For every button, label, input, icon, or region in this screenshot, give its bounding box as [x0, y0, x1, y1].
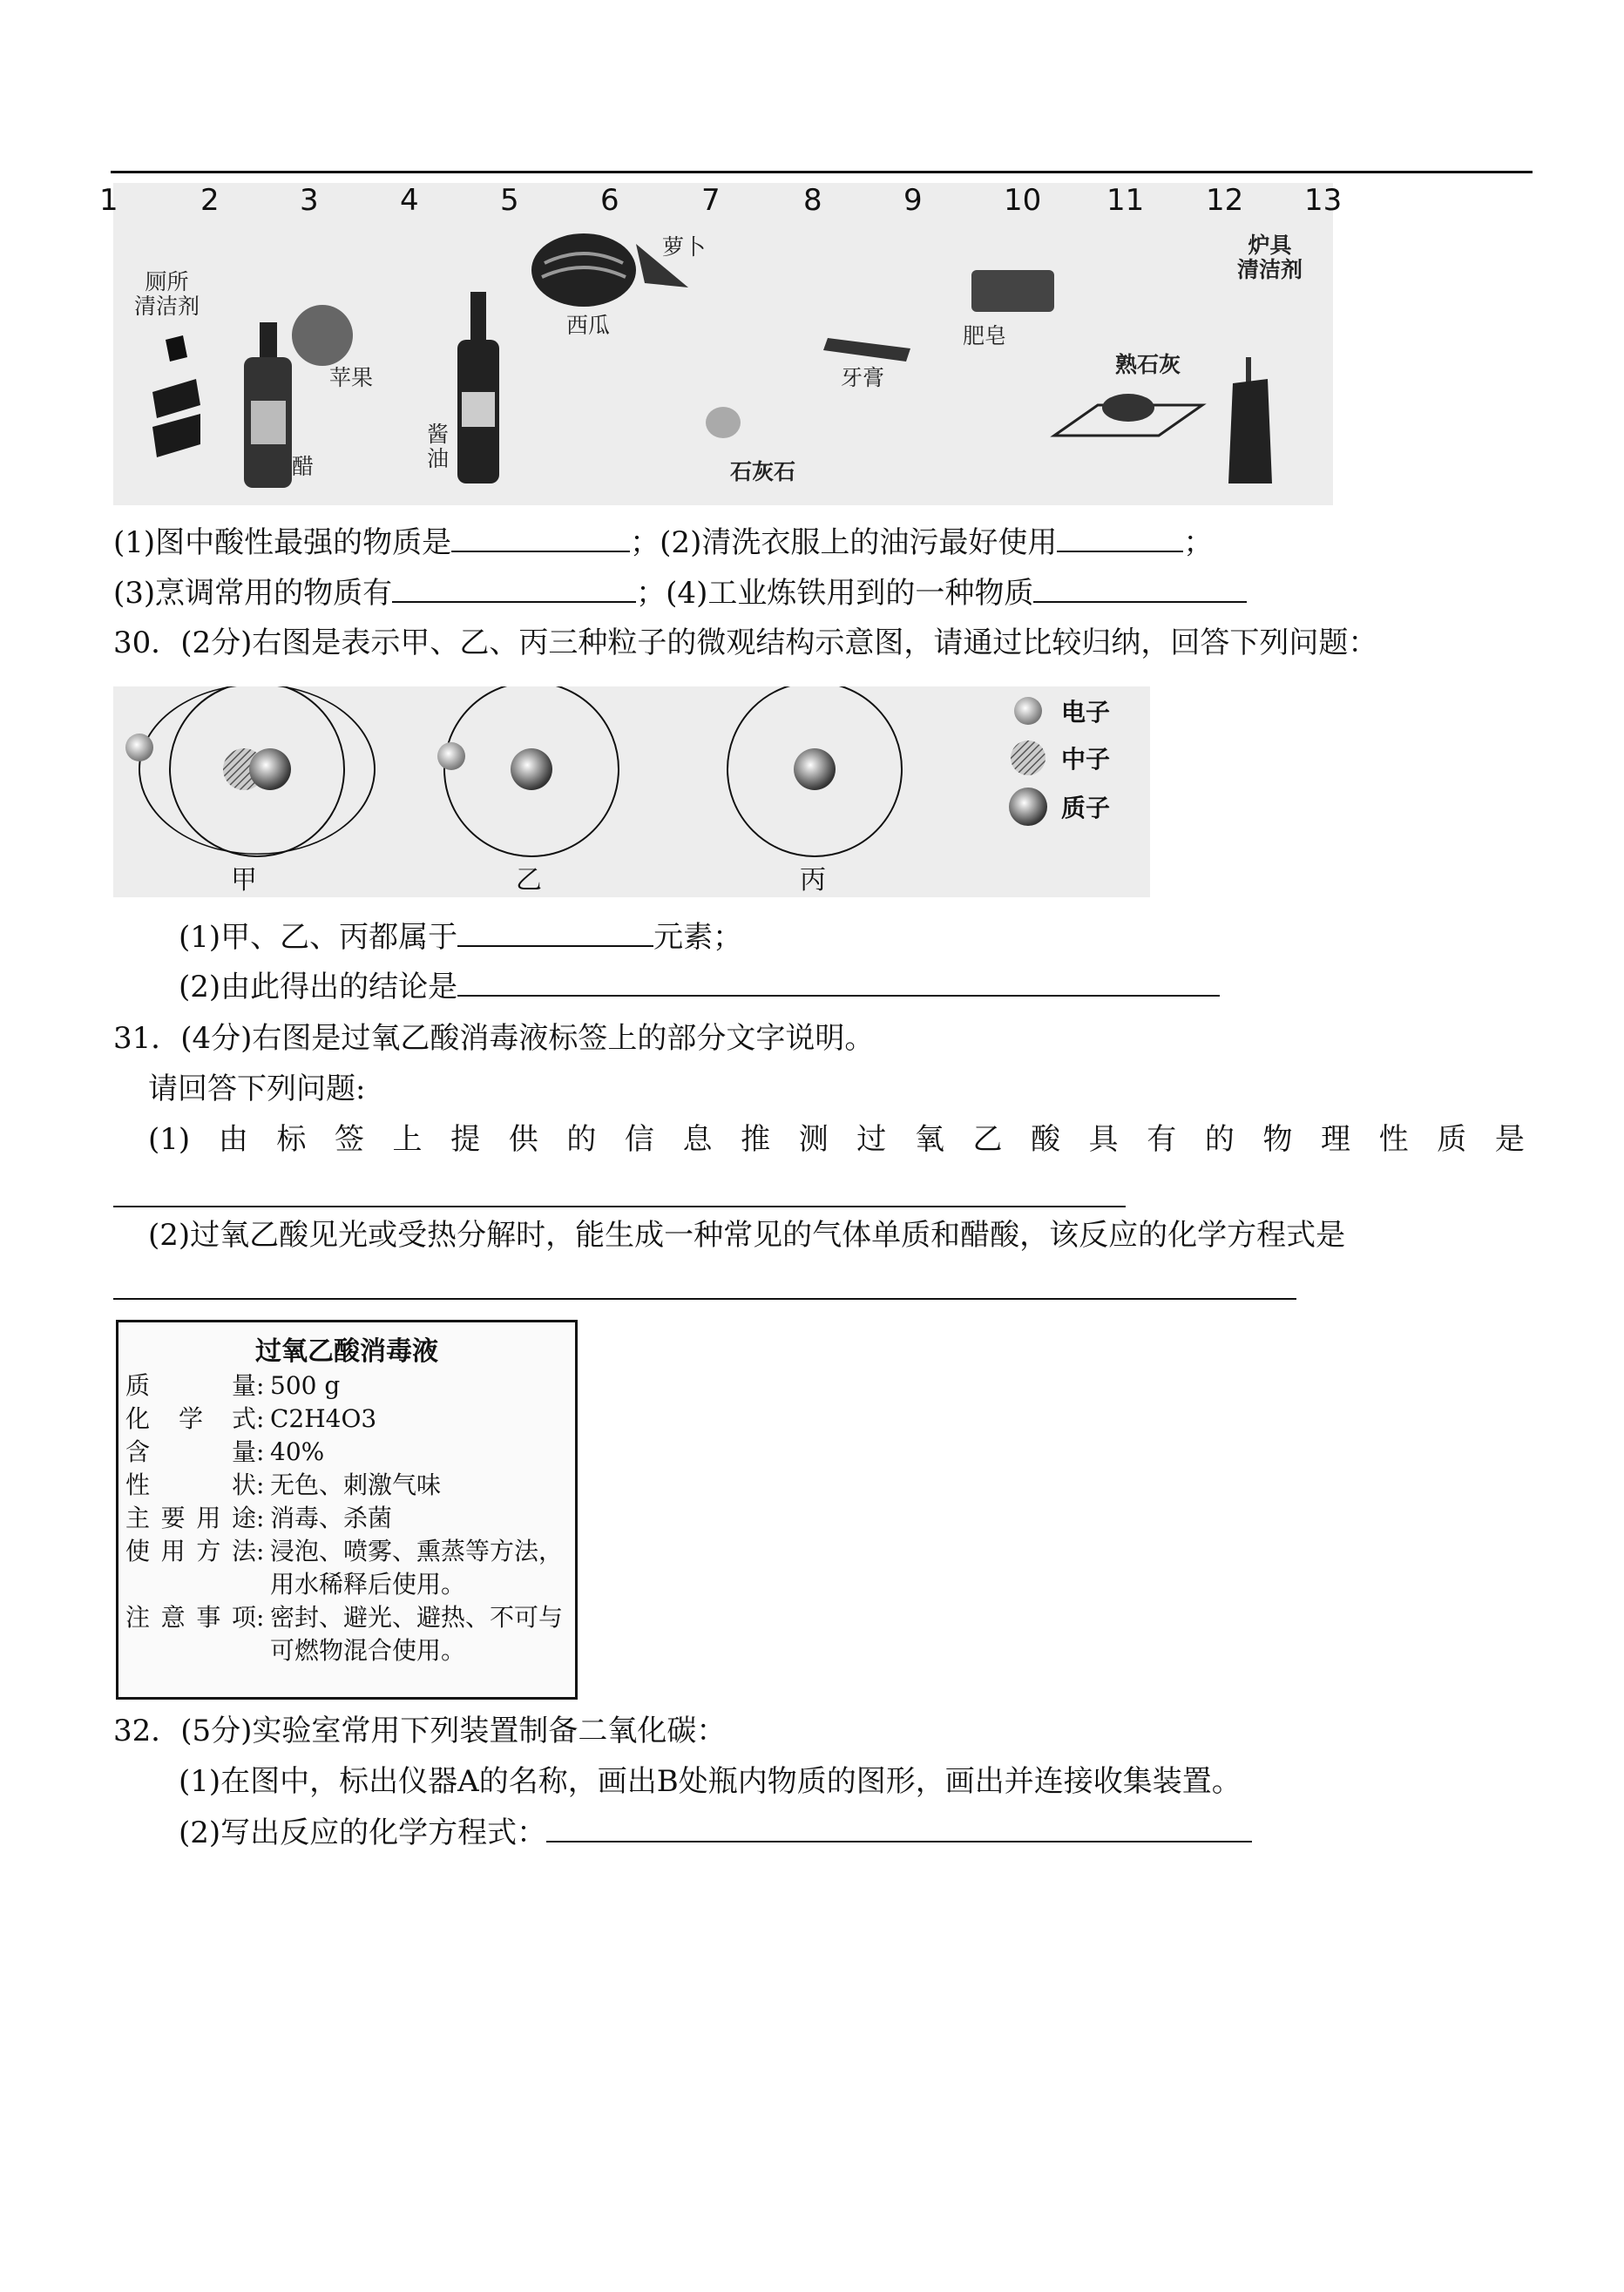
q31-sub-1	[148, 1122, 1525, 1157]
q31-sub-1-char: 信	[624, 1122, 654, 1157]
q31-sub-1-char: 乙	[972, 1122, 1003, 1157]
q32-sub-2-text: (2)写出反应的化学方程式：	[179, 1815, 547, 1850]
q31-sub-1-char: 供	[508, 1122, 538, 1157]
answer-blank[interactable]	[546, 1815, 1252, 1842]
limestone-label: 石灰石	[730, 459, 796, 484]
q29-semicolon: ；	[1183, 525, 1214, 560]
product-label-value: 500 g	[270, 1371, 341, 1400]
top-rule	[111, 171, 1533, 173]
product-label-key: 使用方法	[125, 1537, 256, 1565]
q29-part-4: ；(4)工业炼铁用到的一种物质	[636, 576, 1034, 611]
apple-label: 苹果	[329, 365, 374, 390]
product-label-colon: :	[256, 1437, 265, 1466]
q31-sub-1-char: 过	[856, 1122, 887, 1157]
atom-bing	[727, 686, 902, 856]
atom-diagram	[113, 686, 1150, 897]
legend-proton: 质子	[1061, 794, 1111, 822]
limestone-icon	[706, 407, 741, 438]
soap-icon	[971, 270, 1054, 312]
answer-blank[interactable]	[392, 575, 636, 603]
atom-jia	[125, 686, 375, 856]
q31-sub-1-char: 理	[1321, 1122, 1351, 1157]
atom-structure-figure	[113, 686, 1150, 897]
q29-part-2: ；(2)清洗衣服上的油污最好使用	[630, 525, 1058, 560]
legend-markers	[1009, 697, 1047, 826]
product-label-key: 主要用途	[125, 1504, 256, 1532]
atom-yi	[437, 686, 619, 856]
ph-scale-number: 5	[500, 183, 519, 218]
legend-neutron: 中子	[1061, 745, 1111, 774]
atom-label-bing: 丙	[800, 865, 826, 896]
product-label	[116, 1320, 578, 1700]
answer-blank[interactable]	[451, 524, 630, 552]
product-label-value: 消毒、杀菌	[270, 1504, 393, 1532]
q31-sub-1-char: 推	[741, 1122, 771, 1157]
product-label-key: 质量	[125, 1371, 256, 1400]
q31-sub-1-char: 提	[450, 1122, 481, 1157]
q29-line-2	[113, 575, 1247, 611]
watermelon-label: 西瓜	[566, 313, 611, 338]
soy-sauce-label: 酱 油	[427, 422, 450, 471]
product-label-rows	[125, 1369, 568, 1667]
q30-sub-1-text: (1)甲、乙、丙都属于	[179, 920, 458, 955]
product-label-key: 化学式	[125, 1404, 256, 1433]
q31-sub-1-char: 酸	[1031, 1122, 1061, 1157]
q30-stem: 30．(2分)右图是表示甲、乙、丙三种粒子的微观结构示意图，请通过比较归纳，回答下列问题：	[113, 625, 1378, 660]
stove-cleaner-icon	[1228, 357, 1272, 483]
q31-sub-1-char: 签	[334, 1122, 364, 1157]
product-label-key: 性状	[125, 1471, 256, 1499]
legend-electron: 电子	[1061, 698, 1111, 727]
q31-sub-1-char: 物	[1262, 1122, 1293, 1157]
ph-scale-number: 7	[701, 183, 721, 218]
q32-sub-1: (1)在图中，标出仪器A的名称，画出B处瓶内物质的图形，画出并连接收集装置。	[179, 1764, 1242, 1799]
radish-label: 萝卜	[662, 234, 707, 260]
product-label-value: 密封、避光、避热、不可与 可燃物混合使用。	[270, 1603, 564, 1665]
soy-sauce-bottle-icon	[457, 292, 499, 483]
ph-scale-number: 11	[1106, 183, 1145, 218]
q29-part-1: (1)图中酸性最强的物质是	[113, 525, 452, 560]
q30-sub-1-suffix: 元素；	[653, 920, 743, 955]
q31-sub-1-char: 有	[1147, 1122, 1177, 1157]
q31-sub-1-char: 息	[682, 1122, 713, 1157]
product-label-title: 过氧乙酸消毒液	[255, 1336, 438, 1367]
toothpaste-icon	[823, 338, 910, 362]
ph-scale-number: 6	[600, 183, 619, 218]
product-label-colon: :	[256, 1404, 265, 1433]
q31-sub-1-char: 是	[1494, 1122, 1525, 1157]
q29-line-1	[113, 524, 1213, 560]
q31-sub-1-char: 标	[276, 1122, 307, 1157]
product-label-row	[125, 1502, 568, 1535]
toilet-cleaner-icon	[152, 335, 200, 457]
q31-sub-1-char: 性	[1378, 1122, 1409, 1157]
atom-label-jia: 甲	[231, 865, 257, 896]
vinegar-bottle-icon	[244, 322, 292, 488]
q30-sub-1	[179, 919, 742, 955]
ph-scale-number: 2	[200, 183, 220, 218]
product-label-row	[125, 1469, 568, 1502]
ph-scale-number: 4	[400, 183, 419, 218]
product-label-colon: :	[256, 1603, 265, 1632]
product-label-colon: :	[256, 1471, 265, 1499]
q31-sub-1-char: (1)	[148, 1122, 191, 1157]
product-label-row	[125, 1601, 568, 1667]
answer-blank[interactable]	[457, 969, 1220, 997]
q31-sub-1-char: 的	[566, 1122, 597, 1157]
q31-sub-1-char: 质	[1437, 1122, 1467, 1157]
q31-sub-1-char: 上	[392, 1122, 423, 1157]
ph-scale-figure	[99, 183, 1343, 505]
q32-sub-2	[179, 1815, 1252, 1850]
q31-answer-line-1[interactable]	[113, 1206, 1126, 1207]
answer-blank[interactable]	[1033, 575, 1247, 603]
q31-prompt: 请回答下列问题:	[148, 1072, 366, 1106]
q30-sub-2	[179, 969, 1220, 1004]
soap-label: 肥皂	[963, 323, 1007, 348]
ph-scale-number: 12	[1206, 183, 1244, 218]
q31-sub-2: (2)过氧乙酸见光或受热分解时，能生成一种常见的气体单质和醋酸，该反应的化学方程式是	[148, 1218, 1346, 1253]
toilet-cleaner-label: 厕所 清洁剂	[134, 269, 200, 319]
vinegar-label: 醋	[292, 454, 315, 479]
ph-scale-number: 9	[903, 183, 923, 218]
product-label-row	[125, 1369, 568, 1403]
watermelon-icon	[531, 233, 636, 307]
q31-stem: 31．(4分)右图是过氧乙酸消毒液标签上的部分文字说明。	[113, 1021, 875, 1056]
ph-scale-number: 1	[99, 183, 118, 218]
q30-sub-2-text: (2)由此得出的结论是	[179, 970, 458, 1004]
apple-icon	[292, 305, 353, 366]
ph-scale-number: 8	[803, 183, 822, 218]
product-label-colon: :	[256, 1537, 265, 1565]
ph-scale-number: 10	[1004, 183, 1042, 218]
product-label-row	[125, 1403, 568, 1436]
product-label-colon: :	[256, 1371, 265, 1400]
q31-sub-1-char: 由	[218, 1122, 248, 1157]
product-label-value: 40%	[270, 1437, 325, 1466]
q31-answer-line-2[interactable]	[113, 1298, 1296, 1300]
ph-scale-number: 3	[300, 183, 319, 218]
atom-label-yi: 乙	[516, 865, 542, 896]
product-label-value: C2H4O3	[270, 1404, 377, 1433]
q31-sub-1-char: 测	[798, 1122, 829, 1157]
q29-part-3: (3)烹调常用的物质有	[113, 576, 393, 611]
ph-scale-number: 13	[1304, 183, 1343, 218]
slaked-lime-icon	[1054, 394, 1202, 436]
stove-cleaner-label: 炉具 清洁剂	[1237, 233, 1303, 282]
product-label-value: 无色、刺激气味	[270, 1471, 442, 1499]
slaked-lime-label: 熟石灰	[1115, 352, 1181, 377]
q31-sub-1-char: 氧	[914, 1122, 944, 1157]
product-label-value: 浸泡、喷雾、熏蒸等方法， 用水稀释后使用。	[270, 1537, 564, 1599]
toothpaste-label: 牙膏	[841, 365, 885, 390]
product-label-colon: :	[256, 1504, 265, 1532]
answer-blank[interactable]	[1057, 524, 1183, 552]
q32-stem: 32．(5分)实验室常用下列装置制备二氧化碳：	[113, 1714, 727, 1748]
product-label-row	[125, 1436, 568, 1469]
q31-sub-1-char: 的	[1204, 1122, 1235, 1157]
product-label-key: 注意事项	[125, 1603, 256, 1632]
q31-sub-1-char: 具	[1088, 1122, 1119, 1157]
answer-blank[interactable]	[457, 919, 653, 947]
product-label-key: 含量	[125, 1437, 256, 1466]
product-label-row	[125, 1535, 568, 1601]
